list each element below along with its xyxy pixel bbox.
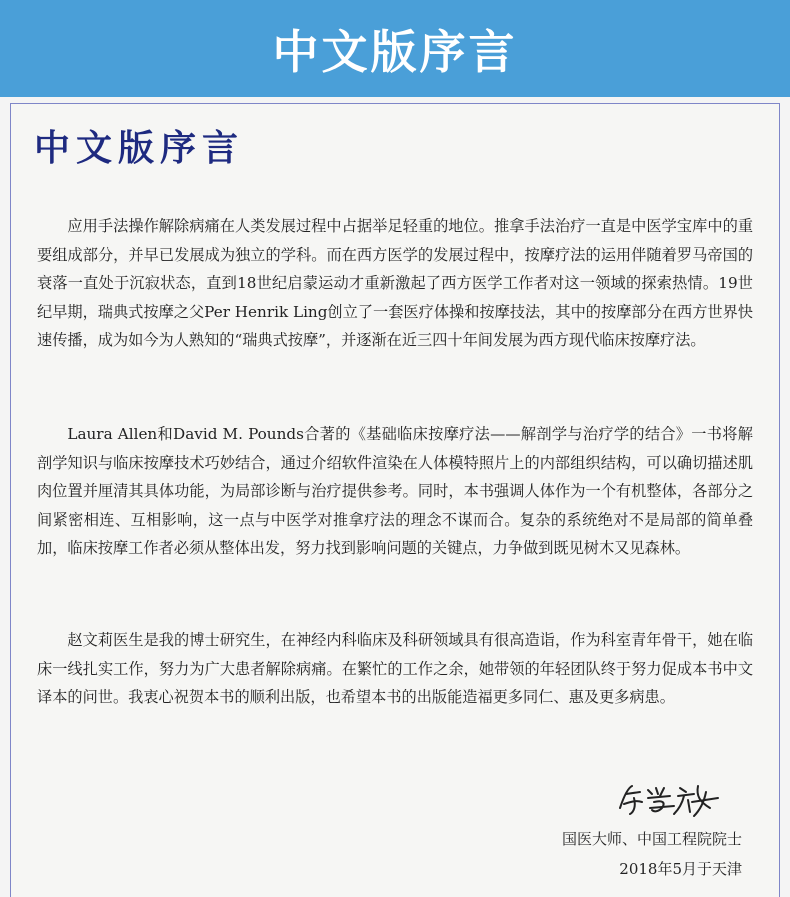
paragraph-text: Laura Allen和David M. Pounds合著的《基础临床按摩疗法——解剖学与治疗学的结合》一书将解剖学知识与临床按摩技术巧妙结合，通过介绍软件渲染在人体模特照片上的内部组织结构，可以确切描述肌肉位置并厘清其具体功能，为局部诊断与治疗提供参考。同时，本书强调人体作为一个有机整体，各部分之间紧密相连、互相影响，这一点与中医学对推拿疗法的理念不谋而合。复杂的系统绝对不是局部的简单叠加，临床按摩工作者必须从整体出发，努力找到影响问题的关键点，力争做到既见树木又见森林。	[37, 425, 753, 557]
header-banner	[0, 0, 790, 97]
signer-title: 国医大师、中国工程院院士	[561, 830, 742, 848]
paragraph-1	[37, 212, 753, 355]
page-title: 中文版序言	[34, 127, 245, 169]
signer-date: 2018年5月于天津	[619, 860, 742, 878]
paragraph-2	[37, 420, 753, 563]
handwritten-signature	[614, 778, 724, 818]
paragraph-3	[37, 626, 753, 712]
paragraph-text: 赵文莉医生是我的博士研究生，在神经内科临床及科研领域具有很高造诣，作为科室青年骨干，她在临床一线扎实工作，努力为广大患者解除病痛。在繁忙的工作之余，她带领的年轻团队终于努力促成本书中文译本的问世。我衷心祝贺本书的顺利出版，也希望本书的出版能造福更多同仁、惠及更多病患。	[37, 631, 753, 706]
banner-title: 中文版序言	[272, 24, 518, 79]
paragraph-text: 应用手法操作解除病痛在人类发展过程中占据举足轻重的地位。推拿手法治疗一直是中医学宝库中的重要组成部分，并早已发展成为独立的学科。而在西方医学的发展过程中，按摩疗法的运用伴随着罗马帝国的衰落一直处于沉寂状态，直到18世纪启蒙运动才重新激起了西方医学工作者对这一领域的探索热情。19世纪早期，瑞典式按摩之父Per Henrik Ling创立了一套医疗体操和按摩技法，其中的按摩部分在西方世界快速传播，成为如今为人熟知的“瑞典式按摩”，并逐渐在近三四十年间发展为西方现代临床按摩疗法。	[37, 217, 753, 349]
